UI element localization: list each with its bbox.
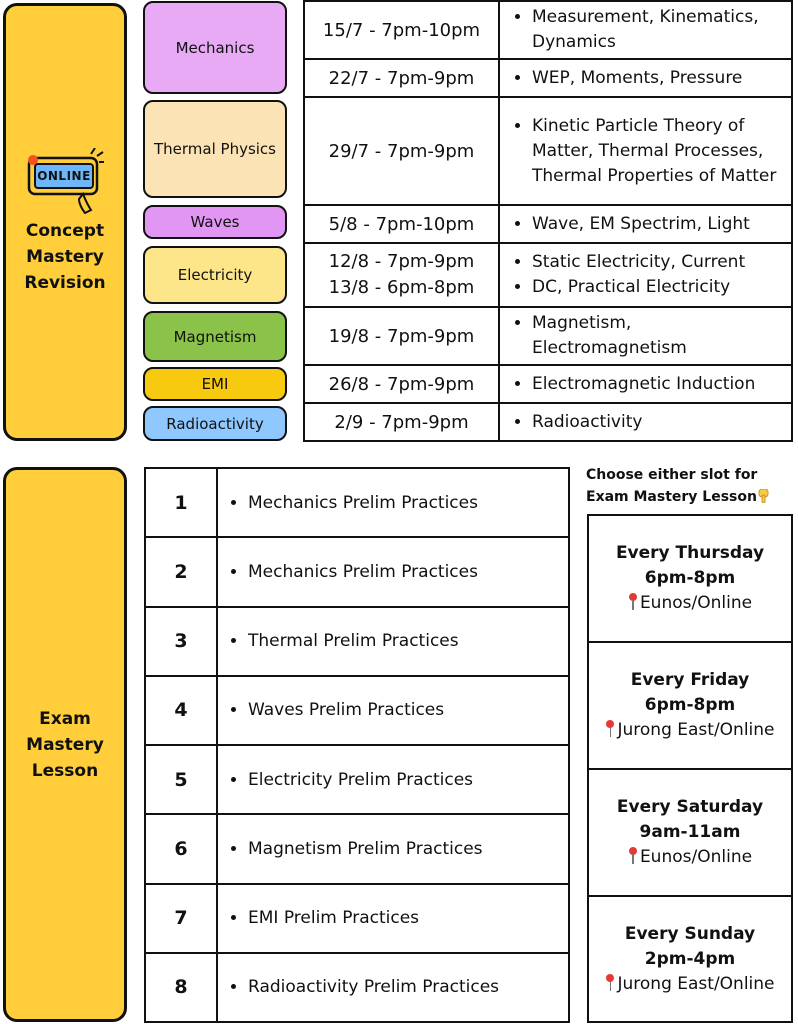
slot-time: 6pm-8pm [644, 568, 736, 588]
revision-topics: • Wave, EM Spectrim, Light [499, 205, 792, 243]
location-pin-icon [628, 847, 638, 865]
exam-mastery-title: Exam Mastery Lesson [26, 708, 104, 781]
slot-location: Jurong East/Online [617, 973, 775, 994]
revision-topics: • Radioactivity [499, 403, 792, 441]
topic-pill-emi: EMI [143, 367, 287, 401]
lesson-number: 1 [145, 468, 217, 537]
topic-pill-radioactivity: Radioactivity [143, 406, 287, 441]
table-row [145, 537, 569, 606]
table-row [304, 403, 792, 441]
revision-date: 26/8 - 7pm-9pm [304, 365, 499, 403]
slot-day: Every Saturday [616, 797, 764, 817]
revision-topics: • Static Electricity, Current • DC, Practical Electricity [499, 243, 792, 307]
table-row [304, 205, 792, 243]
slot-day: Every Sunday [624, 923, 756, 944]
topic-pill-thermal-physics: Thermal Physics [143, 100, 287, 198]
topic-pill-magnetism: Magnetism [143, 311, 287, 362]
table-row [145, 953, 569, 1022]
revision-date: 5/8 - 7pm-10pm [304, 205, 499, 243]
lesson-label: • Waves Prelim Practices [217, 676, 569, 745]
slot-location: Eunos/Online [639, 593, 753, 613]
lesson-label: • Electricity Prelim Practices [217, 745, 569, 814]
revision-date: 19/8 - 7pm-9pm [304, 307, 499, 365]
table-row [304, 59, 792, 97]
concept-mastery-panel [3, 3, 127, 441]
lesson-label: • Mechanics Prelim Practices [217, 468, 569, 537]
exam-mastery-panel [3, 467, 127, 1022]
revision-topics: • Electromagnetic Induction [499, 365, 792, 403]
revision-date: 29/7 - 7pm-9pm [304, 97, 499, 205]
lesson-number: 3 [145, 607, 217, 676]
location-pin-icon [605, 974, 615, 992]
revision-date: 15/7 - 7pm-10pm [304, 1, 499, 59]
slot-time: 2pm-4pm [644, 948, 736, 969]
table-row [304, 307, 792, 365]
lesson-label: • Thermal Prelim Practices [217, 607, 569, 676]
slot-day: Every Thursday [615, 543, 765, 563]
slot-saturday [587, 768, 793, 897]
table-row [145, 468, 569, 537]
revision-topics: • Kinetic Particle Theory of Matter, Thermal Processes, Thermal Properties of Matter [499, 97, 792, 205]
lesson-label: • EMI Prelim Practices [217, 884, 569, 953]
lesson-number: 4 [145, 676, 217, 745]
revision-date: 12/8 - 7pm-9pm 13/8 - 6pm-8pm [304, 243, 499, 307]
exam-lessons-table [144, 467, 570, 1023]
table-row [304, 1, 792, 59]
lesson-number: 7 [145, 884, 217, 953]
revision-date: 22/7 - 7pm-9pm [304, 59, 499, 97]
lesson-number: 6 [145, 814, 217, 883]
slot-friday [587, 641, 793, 770]
table-row [304, 243, 792, 307]
table-row [145, 884, 569, 953]
lesson-number: 5 [145, 745, 217, 814]
lesson-label: • Mechanics Prelim Practices [217, 537, 569, 606]
lesson-label: • Magnetism Prelim Practices [217, 814, 569, 883]
slot-time: 9am-11am [639, 822, 741, 842]
table-row [304, 97, 792, 205]
table-row [145, 676, 569, 745]
pointing-down-hand-icon [758, 488, 769, 502]
location-pin-icon [605, 720, 615, 738]
topic-pill-waves: Waves [143, 205, 287, 239]
slot-sunday [587, 895, 793, 1023]
online-badge-label: ONLINE [37, 169, 91, 183]
table-row [145, 607, 569, 676]
revision-date: 2/9 - 7pm-9pm [304, 403, 499, 441]
concept-mastery-title: Concept Mastery Revision [24, 221, 106, 293]
slot-time: 6pm-8pm [644, 695, 736, 715]
lesson-number: 8 [145, 953, 217, 1022]
lesson-number: 2 [145, 537, 217, 606]
topic-pill-mechanics: Mechanics [143, 1, 287, 94]
slot-thursday [587, 514, 793, 643]
table-row [304, 365, 792, 403]
slot-day: Every Friday [630, 670, 750, 690]
revision-schedule-table [303, 0, 793, 442]
lesson-label: • Radioactivity Prelim Practices [217, 953, 569, 1022]
topic-pill-electricity: Electricity [143, 246, 287, 304]
slot-location: Eunos/Online [639, 847, 753, 867]
slot-choice-note: Choose either slot for Exam Mastery Lesson [586, 464, 796, 508]
online-badge [25, 148, 105, 214]
table-row [145, 745, 569, 814]
location-pin-icon [628, 593, 638, 611]
slot-location: Jurong East/Online [617, 720, 775, 740]
table-row [145, 814, 569, 883]
revision-topics: • Measurement, Kinematics, Dynamics [499, 1, 792, 59]
revision-topics: • Magnetism, Electromagnetism [499, 307, 792, 365]
revision-topics: • WEP, Moments, Pressure [499, 59, 792, 97]
